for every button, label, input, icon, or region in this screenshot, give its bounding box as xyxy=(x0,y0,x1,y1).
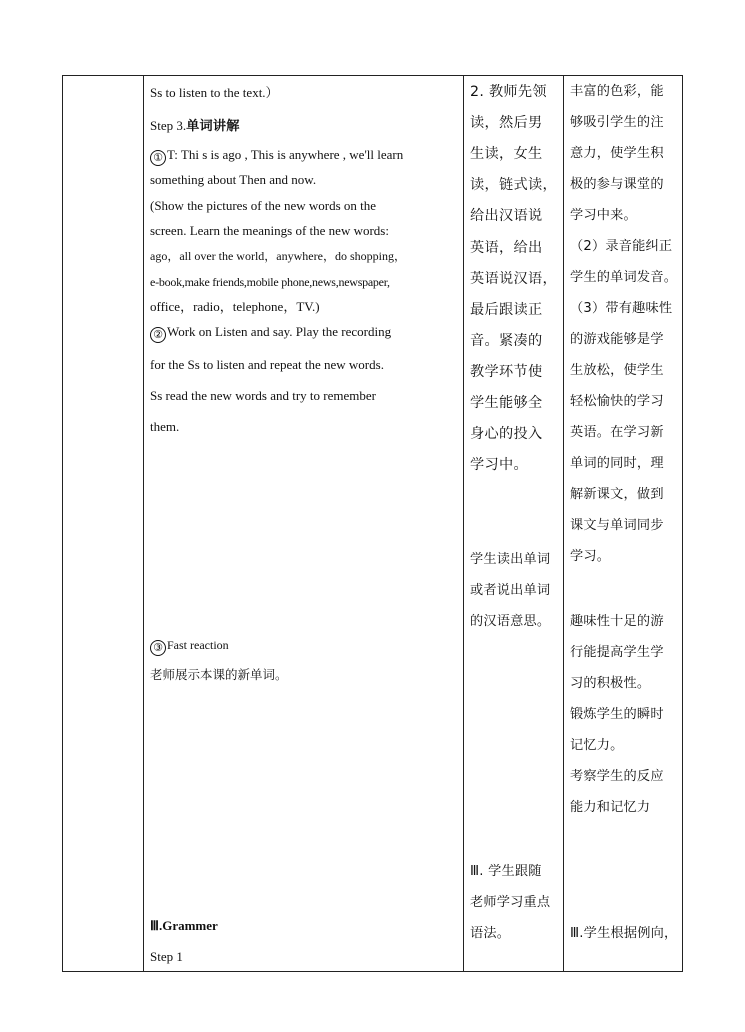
text-line: 读，然后男 xyxy=(470,115,543,132)
text-line: 音。紧凑的 xyxy=(470,332,543,349)
text-line: 够吸引学生的注 xyxy=(570,115,664,130)
paragraph-3-text: Work on Listen and say. Play the recording xyxy=(167,324,392,339)
paragraph-3-line: them. xyxy=(150,419,180,434)
text-line: （3）带有趣味性 xyxy=(570,301,673,316)
paragraph-1-line xyxy=(150,147,403,166)
paragraph-1-line: something about Then and now. xyxy=(150,172,317,187)
text-line: 身心的投入 xyxy=(470,426,543,443)
text-line: 轻松愉快的学习 xyxy=(570,394,664,409)
fast-reaction-line xyxy=(150,637,229,656)
text-line: 学习中。 xyxy=(470,457,528,474)
text-line: 教学环节使 xyxy=(470,363,543,380)
text-line: 解新课文，做到 xyxy=(570,487,664,502)
text-line: 意力，使学生积 xyxy=(570,146,664,161)
text-line: 学习。 xyxy=(570,549,611,564)
text-line: 英语，给出 xyxy=(470,239,543,256)
text-line: 生读，女生 xyxy=(470,146,543,163)
paragraph-2-line: screen. Learn the meanings of the new words: xyxy=(150,223,389,238)
text-line: 2. 教师先领 xyxy=(470,84,547,100)
text-line: 老师学习重点 xyxy=(470,895,551,910)
step1-label: Step 1 xyxy=(150,949,183,964)
paragraph-2-line: e-book,make friends,mobile phone,news,newspaper, xyxy=(150,275,390,289)
text-line: 学习中来。 xyxy=(570,208,637,223)
paragraph-2-line: office，radio，telephone，TV.) xyxy=(150,299,320,314)
paragraph-3-line: for the Ss to listen and repeat the new words. xyxy=(150,357,384,372)
text-line: 考察学生的反应 xyxy=(570,769,664,784)
step3-title: 单词讲解 xyxy=(186,119,240,134)
text-line: 的汉语意思。 xyxy=(470,614,551,629)
design-intent-column xyxy=(564,76,682,971)
left-empty-column xyxy=(63,76,143,971)
text-line: 记忆力。 xyxy=(570,738,624,753)
circled-number-3: ③ xyxy=(150,640,166,656)
text-line: 锻炼学生的瞬时 xyxy=(570,707,664,722)
text-line: 英语。在学习新 xyxy=(570,425,664,440)
step3-prefix: Step 3. xyxy=(150,118,187,133)
text-line: 学生的单词发音。 xyxy=(570,270,678,285)
text-line: 的游戏能够是学 xyxy=(570,332,664,347)
text-line: 学生读出单词 xyxy=(470,552,551,567)
paragraph-2-line: (Show the pictures of the new words on the xyxy=(150,198,377,213)
text-line: 语法。 xyxy=(470,926,511,941)
text-line: Ss to listen to the text.） xyxy=(150,85,279,100)
fast-reaction-description: 老师展示本课的新单词。 xyxy=(150,667,288,682)
paragraph-3-line: Ss read the new words and try to remember xyxy=(150,388,376,403)
text-line: 学生能够全 xyxy=(470,395,543,411)
step3-heading xyxy=(150,115,240,136)
lesson-plan-table xyxy=(62,75,683,972)
text-line: Ⅲ. 学生跟随 xyxy=(470,864,542,879)
circled-number-2: ② xyxy=(150,327,166,343)
grammar-heading: Ⅲ.Grammer xyxy=(150,918,218,933)
text-line: 最后跟读正 xyxy=(470,301,543,318)
text-line: 行能提高学生学 xyxy=(570,645,664,660)
paragraph-1-text: T: Thi s is ago , This is anywhere , we'll learn xyxy=(167,147,404,162)
text-line: 或者说出单词 xyxy=(470,583,551,598)
text-line: 趣味性十足的游 xyxy=(570,614,664,629)
circled-number-1: ① xyxy=(150,150,166,166)
text-line: 读，链式读， xyxy=(470,177,557,194)
text-line: （2）录音能纠正 xyxy=(570,239,673,254)
text-line: 丰富的色彩，能 xyxy=(570,84,664,99)
text-line: 极的参与课堂的 xyxy=(570,177,664,192)
text-line: 习的积极性。 xyxy=(570,676,651,691)
student-activity-column xyxy=(464,76,563,971)
text-line: 给出汉语说 xyxy=(470,208,543,225)
intent-text-line: Ⅲ.学生根据例向， xyxy=(570,926,678,941)
paragraph-2-line: ago，all over the world，anywhere，do shopping， xyxy=(150,249,406,263)
text-line: 单词的同时，理 xyxy=(570,456,664,471)
paragraph-3-line xyxy=(150,324,391,343)
text-line: 英语说汉语， xyxy=(470,270,557,287)
text-line: 生放松，使学生 xyxy=(570,363,664,378)
text-line: 能力和记忆力 xyxy=(570,800,651,815)
text-line: 课文与单词同步 xyxy=(570,518,664,533)
teaching-content-column xyxy=(144,76,462,971)
fast-reaction-text: Fast reaction xyxy=(167,638,229,652)
